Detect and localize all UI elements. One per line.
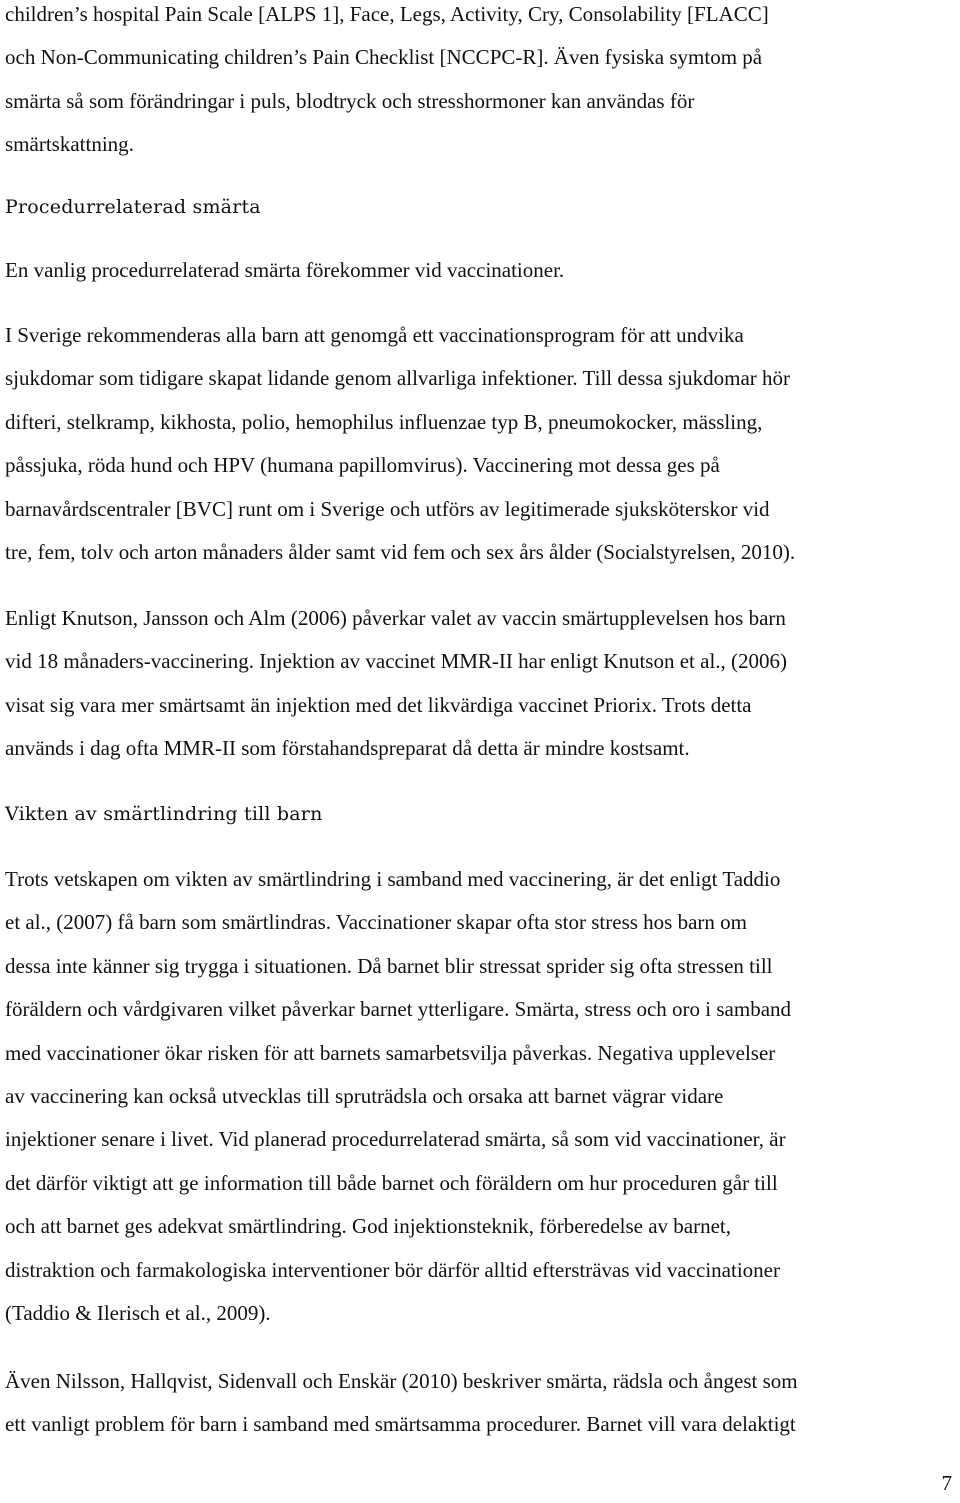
paragraph-nilsson (5, 1360, 955, 1447)
text-line: påssjuka, röda hund och HPV (humana papillomvirus). Vaccinering mot dessa ges på (5, 453, 720, 478)
paragraph-sverige (5, 314, 955, 574)
page-number: 7 (941, 1471, 952, 1495)
paragraph-intro-continued (5, 0, 955, 167)
text-line: barnavårdscentraler [BVC] runt om i Sverige och utförs av legitimerade sjuksköterskor vid (5, 496, 770, 521)
paragraph-taddio (5, 858, 955, 1335)
text-line: med vaccinationer ökar risken för att barnets samarbetsvilja påverkas. Negativa upplevelser (5, 1040, 776, 1065)
text-line: Enligt Knutson, Jansson och Alm (2006) påverkar valet av vaccin smärtupplevelsen hos barn (5, 606, 786, 630)
text-line: av vaccinering kan också utvecklas till spruträdsla och orsaka att barnet vägrar vidare (5, 1083, 724, 1108)
text-line: difteri, stelkramp, kikhosta, polio, hemophilus influenzae typ B, pneumokocker, mässling, (5, 409, 763, 434)
paragraph-knutson (5, 597, 955, 771)
text-line: och att barnet ges adekvat smärtlindring. God injektionsteknik, förberedelse av barnet, (5, 1214, 732, 1239)
text-line: vid 18 månaders-vaccinering. Injektion av vaccinet MMR-II har enligt Knutson et al., (2006) (5, 649, 788, 674)
text-line: En vanlig procedurrelaterad smärta förekommer vid vaccinationer. (5, 258, 565, 282)
text-line: smärtskattning. (5, 132, 134, 157)
section-heading-vikten (5, 793, 955, 836)
text-line: I Sverige rekommenderas alla barn att genomgå ett vaccinationsprogram för att undvika (5, 323, 744, 347)
text-line: (Taddio & Ilerisch et al., 2009). (5, 1300, 271, 1325)
heading-text: Vikten av smärtlindring till barn (5, 803, 323, 825)
text-line: Trots vetskapen om vikten av smärtlindring i samband med vaccinering, är det enligt Taddio (5, 867, 781, 891)
text-line: tre, fem, tolv och arton månaders ålder samt vid fem och sex års ålder (Socialstyrelsen, 2010). (5, 539, 796, 564)
text-line: föräldern och vårdgivaren vilket påverkar barnet ytterligare. Smärta, stress och oro i samband (5, 997, 792, 1022)
text-line: Även Nilsson, Hallqvist, Sidenvall och Enskär (2010) beskriver smärta, rädsla och ångest som (5, 1369, 798, 1393)
text-line: injektioner senare i livet. Vid planerad procedurrelaterad smärta, så som vid vaccinationer, är (5, 1127, 786, 1152)
text-line: dessa inte känner sig trygga i situationen. Då barnet blir stressat sprider sig ofta stressen till (5, 953, 773, 978)
text-line: ett vanligt problem för barn i samband med smärtsamma procedurer. Barnet vill vara delaktigt (5, 1412, 796, 1437)
text-line: och Non-Communicating children’s Pain Checklist [NCCPC-R]. Även fysiska symtom på (5, 45, 763, 70)
text-line: visat sig vara mer smärtsamt än injektion med det likvärdiga vaccinet Priorix. Trots detta (5, 692, 752, 717)
text-line: det därför viktigt att ge information till både barnet och föräldern om hur proceduren går till (5, 1170, 778, 1195)
heading-text: Procedurrelaterad smärta (5, 196, 261, 218)
section-heading-procedurrelaterad (5, 186, 955, 229)
text-line: smärta så som förändringar i puls, blodtryck och stresshormoner kan användas för (5, 88, 695, 113)
paragraph-vaccinationer (5, 249, 955, 292)
text-line: et al., (2007) få barn som smärtlindras. Vaccinationer skapar ofta stor stress hos barn om (5, 910, 747, 935)
text-line: sjukdomar som tidigare skapat lidande genom allvarliga infektioner. Till dessa sjukdomar hör (5, 366, 791, 391)
text-line: används i dag ofta MMR-II som förstahandspreparat då detta är mindre kostsamt. (5, 736, 690, 761)
text-line: children’s hospital Pain Scale [ALPS 1], Face, Legs, Activity, Cry, Consolability [FLACC] (5, 2, 769, 26)
text-line: distraktion och farmakologiska interventioner bör därför alltid eftersträvas vid vaccinationer (5, 1257, 780, 1282)
